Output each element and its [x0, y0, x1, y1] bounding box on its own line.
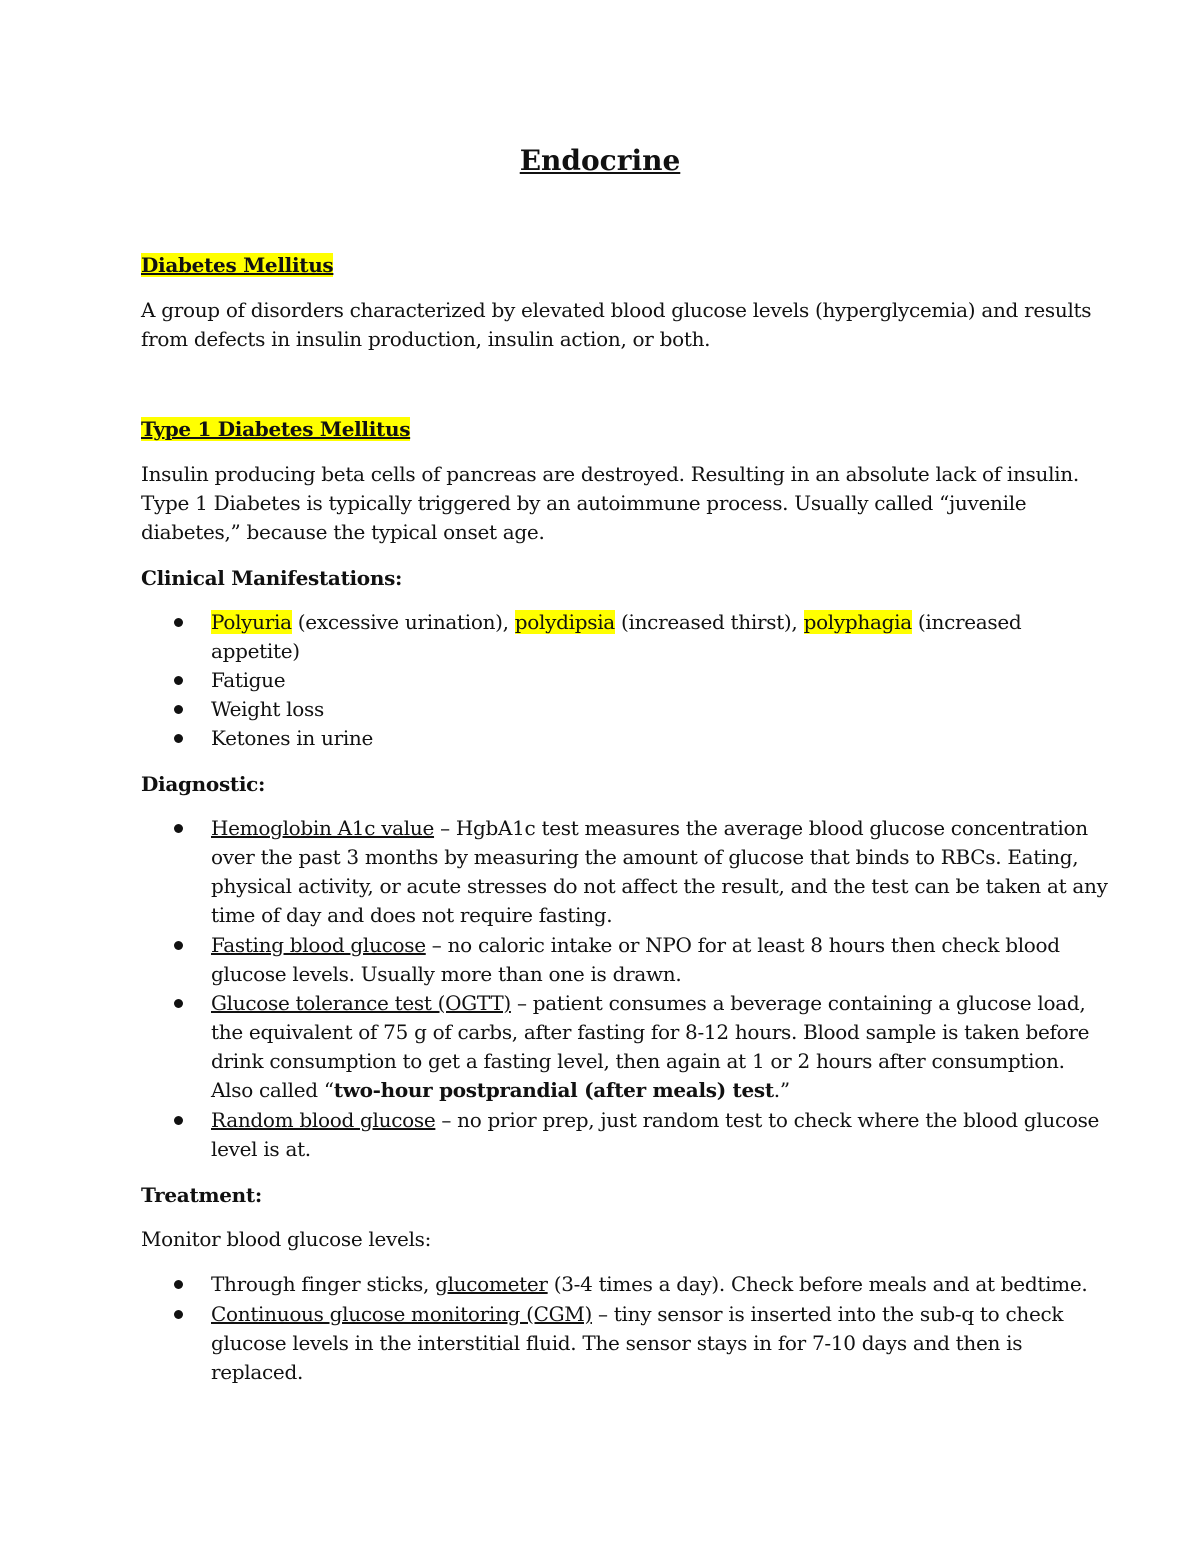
bullet-icon	[174, 1116, 183, 1125]
bullet-icon	[174, 941, 183, 950]
list-item-continued: the equivalent of 75 g of carbs, after fasting for 8-12 hours. Blood sample is taken before	[211, 1020, 1090, 1044]
bullet-icon	[174, 676, 183, 685]
list-item: Hemoglobin A1c value – HgbA1c test measures the average blood glucose concentration	[211, 816, 1088, 840]
term-random-blood-glucose: Random blood glucose	[211, 1108, 436, 1132]
bullet-icon	[174, 705, 183, 714]
list-item-continued: drink consumption to get a fasting level, then again at 1 or 2 hours after consumption.	[211, 1049, 1065, 1073]
paragraph-line: diabetes,” because the typical onset age.	[141, 520, 545, 544]
paragraph-line: Type 1 Diabetes is typically triggered by an autoimmune process. Usually called “juvenile	[141, 491, 1027, 515]
list-item-continued: replaced.	[211, 1360, 304, 1384]
list-item: Glucose tolerance test (OGTT) – patient consumes a beverage containing a glucose load,	[211, 991, 1086, 1015]
term-glucose-tolerance-test: Glucose tolerance test (OGTT)	[211, 991, 511, 1015]
bold-term: two-hour postprandial (after meals) test	[333, 1078, 774, 1102]
term-fasting-blood-glucose: Fasting blood glucose	[211, 933, 426, 957]
list-item-continued: over the past 3 months by measuring the amount of glucose that binds to RBCs. Eating,	[211, 845, 1079, 869]
list-item-continued: time of day and does not require fasting.	[211, 903, 613, 927]
subheading-clinical-manifestations: Clinical Manifestations:	[141, 566, 403, 590]
bullet-icon	[174, 1310, 183, 1319]
page-title: Endocrine	[519, 144, 681, 177]
list-item: Fatigue	[211, 668, 286, 692]
highlighted-term: polydipsia	[514, 610, 615, 634]
bullet-icon	[174, 734, 183, 743]
list-item: Polyuria (excessive urination), polydipsia (increased thirst), polyphagia (increased	[211, 610, 1022, 634]
list-item-continued: glucose levels. Usually more than one is drawn.	[211, 962, 682, 986]
term-cgm: Continuous glucose monitoring (CGM)	[211, 1302, 592, 1326]
subheading-diagnostic: Diagnostic:	[141, 772, 266, 796]
subheading-treatment: Treatment:	[141, 1183, 262, 1207]
list-item-continued: level is at.	[211, 1137, 311, 1161]
list-item: Random blood glucose – no prior prep, just random test to check where the blood glucose	[211, 1108, 1100, 1132]
highlighted-term: Polyuria	[211, 610, 292, 634]
highlighted-term: polyphagia	[803, 610, 912, 634]
paragraph-line: Monitor blood glucose levels:	[141, 1227, 432, 1251]
list-item: Through finger sticks, glucometer (3-4 times a day). Check before meals and at bedtime.	[211, 1272, 1088, 1296]
paragraph-line: from defects in insulin production, insulin action, or both.	[141, 327, 711, 351]
section-heading-diabetes-mellitus: Diabetes Mellitus	[141, 253, 334, 277]
section-heading-type1: Type 1 Diabetes Mellitus	[141, 417, 411, 441]
bullet-icon	[174, 618, 183, 627]
term-hemoglobin-a1c: Hemoglobin A1c value	[211, 816, 435, 840]
list-item-continued: glucose levels in the interstitial fluid. The sensor stays in for 7-10 days and then is	[211, 1331, 1023, 1355]
term-glucometer: glucometer	[435, 1272, 548, 1296]
paragraph-line: Insulin producing beta cells of pancreas are destroyed. Resulting in an absolute lack of insulin.	[141, 462, 1079, 486]
list-item-continued: Also called “two-hour postprandial (after meals) test.”	[211, 1078, 790, 1102]
list-item-continued: appetite)	[211, 639, 300, 663]
bullet-icon	[174, 1280, 183, 1289]
list-item: Ketones in urine	[211, 726, 374, 750]
list-item: Continuous glucose monitoring (CGM) – tiny sensor is inserted into the sub-q to check	[211, 1302, 1064, 1326]
bullet-icon	[174, 999, 183, 1008]
list-item-continued: physical activity, or acute stresses do not affect the result, and the test can be taken at any	[211, 874, 1108, 898]
bullet-icon	[174, 824, 183, 833]
list-item: Fasting blood glucose – no caloric intake or NPO for at least 8 hours then check blood	[211, 933, 1060, 957]
list-item: Weight loss	[211, 697, 324, 721]
paragraph-line: A group of disorders characterized by elevated blood glucose levels (hyperglycemia) and results	[141, 298, 1092, 322]
